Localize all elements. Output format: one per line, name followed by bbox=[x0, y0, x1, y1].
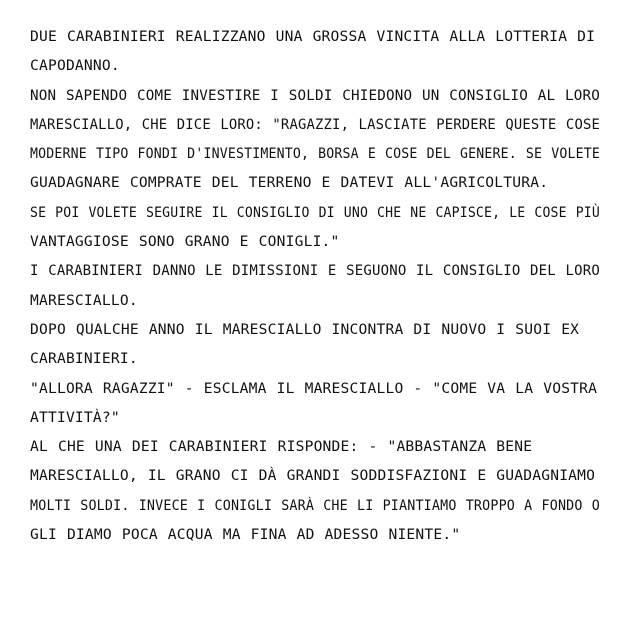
text-line-1: DUE CARABINIERI REALIZZANO UNA GROSSA VINCITA ALLA LOTTERIA DI bbox=[30, 28, 596, 45]
text-line-6: GUADAGNARE COMPRATE DEL TERRENO E DATEVI ALL'AGRICOLTURA. bbox=[30, 174, 549, 192]
text-line-2: CAPODANNO. bbox=[30, 57, 120, 75]
text-line-17: MOLTI SOLDI. INVECE I CONIGLI SARÀ CHE LI PIANTIAMO TROPPO A FONDO O bbox=[30, 496, 600, 514]
text-line-11: DOPO QUALCHE ANNO IL MARESCIALLO INCONTRA DI NUOVO I SUOI EX bbox=[30, 320, 580, 338]
text-line-4: MARESCIALLO, CHE DICE LORO: "RAGAZZI, LASCIATE PERDERE QUESTE COSE bbox=[30, 115, 601, 133]
text-line-9: I CARABINIERI DANNO LE DIMISSIONI E SEGUONO IL CONSIGLIO DEL LORO bbox=[30, 262, 600, 280]
text-line-7: SE POI VOLETE SEGUIRE IL CONSIGLIO DI UNO CHE NE CAPISCE, LE COSE PIÙ bbox=[30, 203, 600, 221]
joke-text-block bbox=[30, 22, 600, 549]
text-line-10: MARESCIALLO. bbox=[30, 291, 138, 309]
text-line-12: CARABINIERI. bbox=[30, 350, 138, 368]
text-line-8: VANTAGGIOSE SONO GRANO E CONIGLI." bbox=[30, 233, 340, 251]
text-line-16: MARESCIALLO, IL GRANO CI DÀ GRANDI SODDISFAZIONI E GUADAGNIAMO bbox=[30, 467, 596, 485]
text-line-5: MODERNE TIPO FONDI D'INVESTIMENTO, BORSA E COSE DEL GENERE. SE VOLETE bbox=[30, 145, 601, 163]
text-line-15: AL CHE UNA DEI CARABINIERI RISPONDE: - "ABBASTANZA BENE bbox=[30, 438, 533, 456]
text-line-14: ATTIVITÀ?" bbox=[30, 408, 120, 426]
text-line-13: "ALLORA RAGAZZI" - ESCLAMA IL MARESCIALLO - "COME VA LA VOSTRA bbox=[30, 379, 598, 397]
text-line-3: NON SAPENDO COME INVESTIRE I SOLDI CHIEDONO UN CONSIGLIO AL LORO bbox=[30, 86, 601, 104]
text-line-18: GLI DIAMO POCA ACQUA MA FINA AD ADESSO NIENTE." bbox=[30, 526, 461, 544]
